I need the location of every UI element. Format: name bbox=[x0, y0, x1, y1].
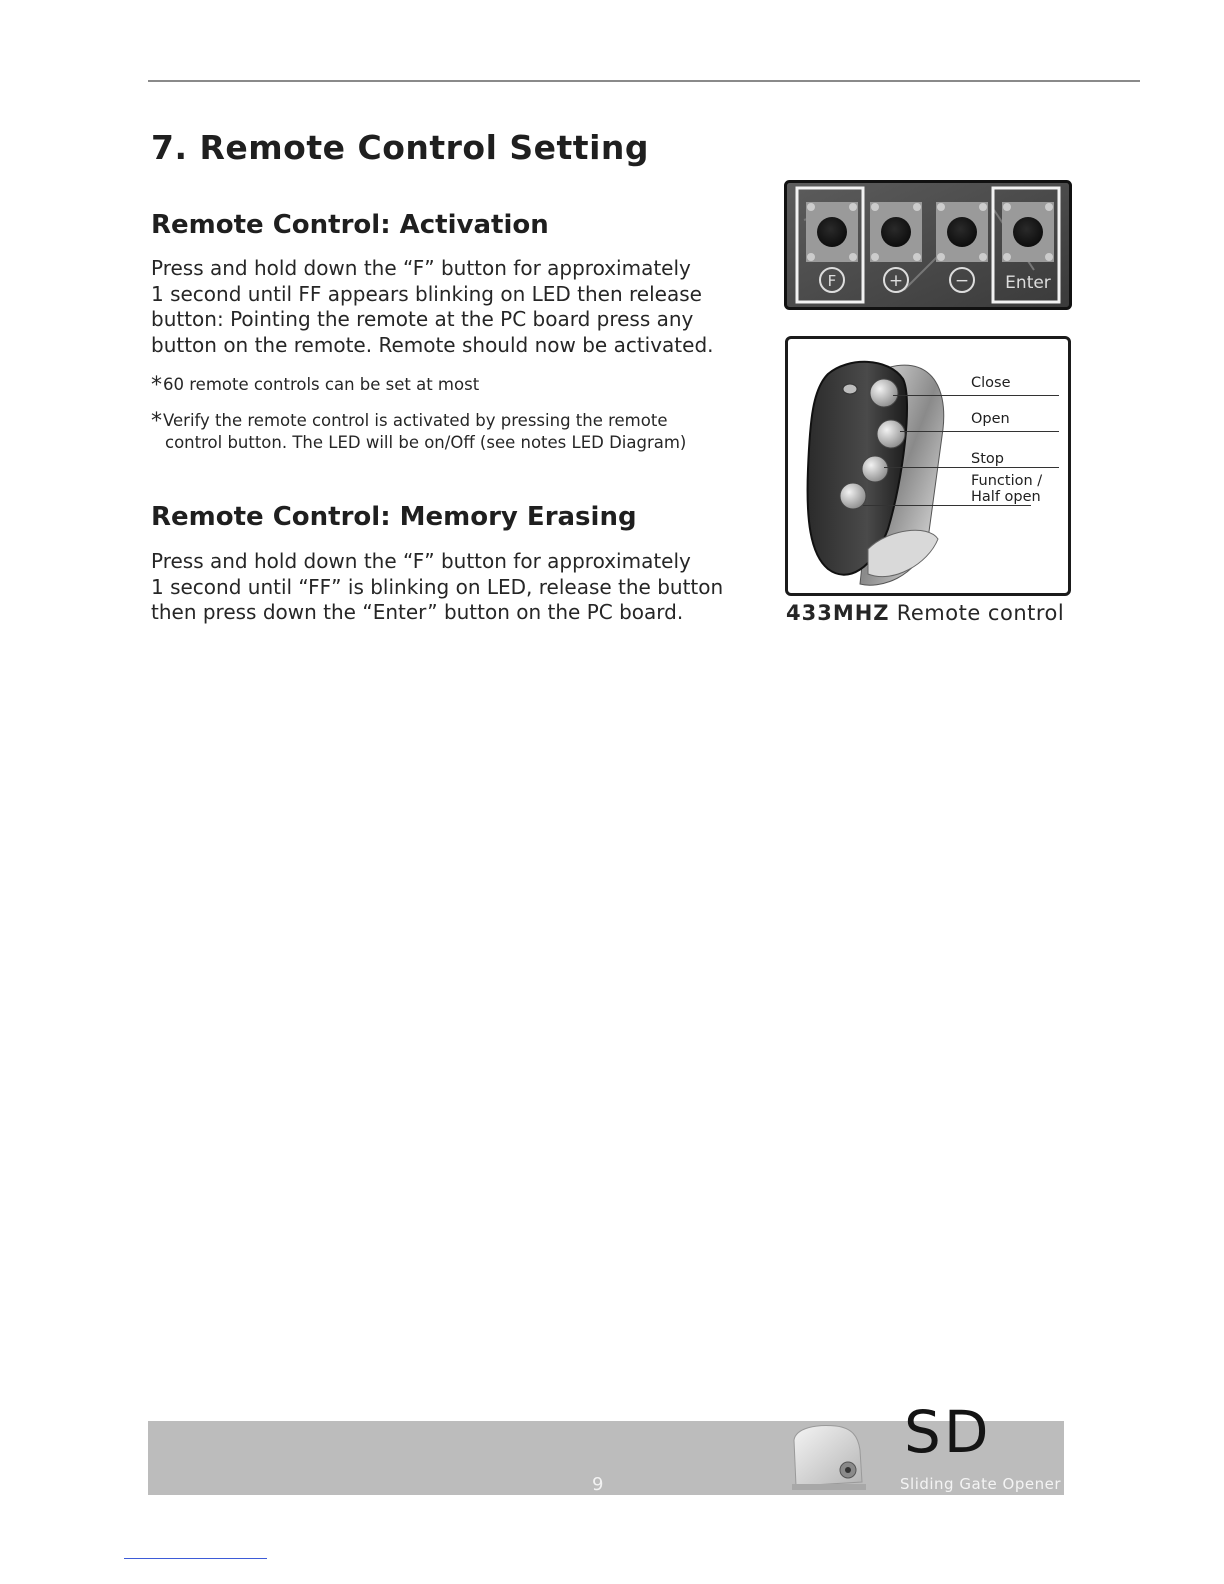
stop-leader-line bbox=[884, 467, 1059, 468]
label-stop: Stop bbox=[971, 451, 1004, 467]
note-verify-line-2: control button. The LED will be on/Off (see notes LED Diagram) bbox=[165, 433, 687, 452]
remote-control-figure bbox=[785, 336, 1071, 596]
caption-frequency: 433MHZ bbox=[786, 601, 890, 625]
top-rule bbox=[148, 80, 1140, 82]
pcb-label-f: F bbox=[827, 272, 837, 290]
note-asterisk: * bbox=[151, 409, 162, 434]
remote-caption bbox=[786, 601, 1064, 625]
note-verify bbox=[151, 410, 771, 453]
note-verify-line-1: Verify the remote control is activated by pressing the remote bbox=[163, 411, 668, 430]
tagline: Sliding Gate Opener bbox=[900, 1475, 1061, 1493]
erasing-body: Press and hold down the “F” button for approximately 1 second until “FF” is blinking on LED, release the button then press down the “Enter” button on the PC board. bbox=[151, 549, 724, 624]
page-title: 7. Remote Control Setting bbox=[151, 128, 650, 167]
gate-opener-photo bbox=[786, 1420, 886, 1496]
label-function-line-2: Half open bbox=[971, 489, 1041, 505]
label-open: Open bbox=[971, 411, 1010, 427]
close-leader-line bbox=[893, 395, 1059, 396]
erasing-heading: Remote Control: Memory Erasing bbox=[151, 502, 637, 532]
pc-board-photo bbox=[784, 180, 1072, 310]
label-close: Close bbox=[971, 375, 1011, 391]
open-leader-line bbox=[900, 431, 1059, 432]
remote-fob-photo bbox=[788, 339, 1068, 593]
brand-logo: SD bbox=[904, 1398, 992, 1466]
caption-text: Remote control bbox=[889, 601, 1065, 625]
pcb-label-enter: Enter bbox=[1005, 273, 1051, 293]
note-max-remotes-text: 60 remote controls can be set at most bbox=[163, 375, 480, 394]
activation-body: Press and hold down the “F” button for approximately 1 second until FF appears blinking on LED then release button: Pointing the remote at the PC board press any button on the remote. Remote should now be activated. bbox=[151, 256, 714, 357]
activation-heading: Remote Control: Activation bbox=[151, 210, 549, 240]
pcb-label-plus: + bbox=[888, 271, 904, 291]
note-asterisk: * bbox=[151, 373, 162, 398]
pcb-label-minus: − bbox=[954, 271, 970, 291]
label-function-line-1: Function / bbox=[971, 473, 1043, 489]
note-max-remotes bbox=[151, 374, 479, 396]
bottom-link-underline bbox=[124, 1558, 267, 1559]
page-number: 9 bbox=[592, 1474, 604, 1495]
function-leader-line bbox=[863, 505, 1031, 506]
